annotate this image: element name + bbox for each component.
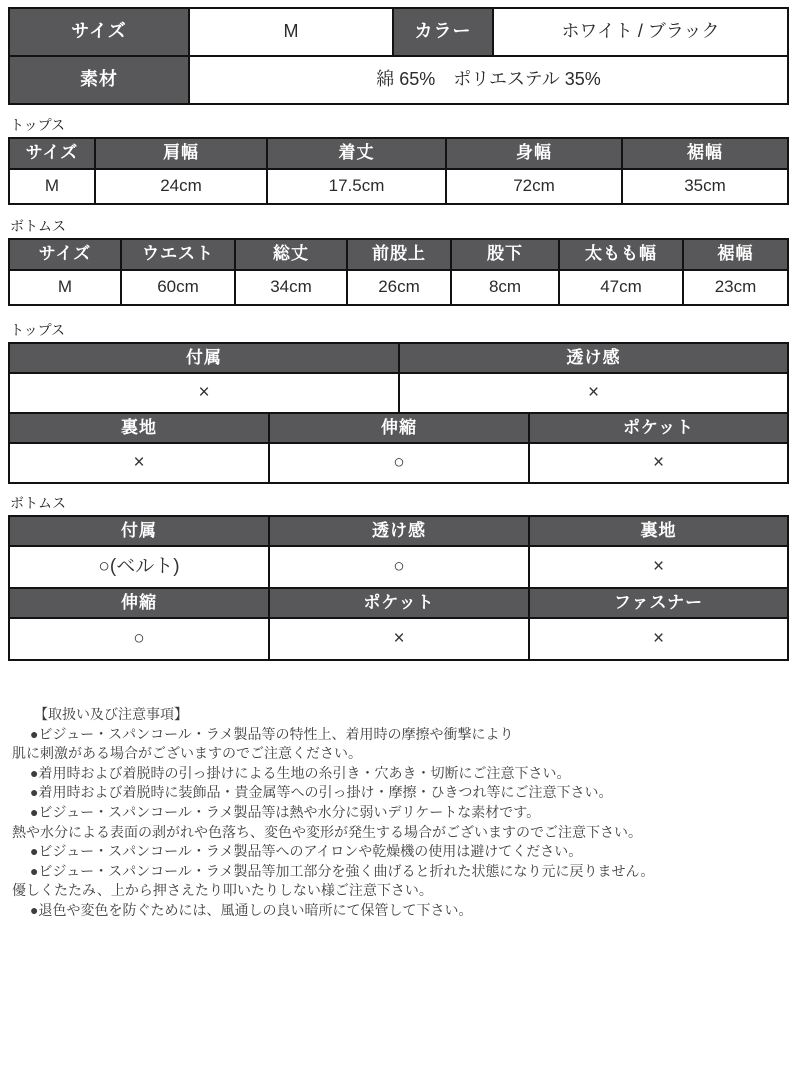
care-notes [12, 705, 792, 921]
table-row [9, 618, 788, 660]
table-row [9, 8, 788, 56]
note-line: ●ビジュー・スパンコール・ラメ製品等へのアイロンや乾燥機の使用は避けてください。 [30, 843, 583, 860]
table-header-row [9, 138, 788, 169]
note-line: ●ビジュー・スパンコール・ラメ製品等は熱や水分に弱いデリケートな素材です。 [30, 803, 541, 820]
header-cell: サイズ [9, 239, 121, 270]
section-label-tops-size: トップス [10, 117, 66, 133]
value-cell: 60cm [121, 270, 235, 305]
value-cell: ○ [9, 618, 269, 660]
header-cell: 透け感 [269, 516, 529, 546]
header-cell: 裏地 [529, 516, 788, 546]
tops-features-table [8, 342, 789, 484]
header-cell: 総丈 [235, 239, 347, 270]
header-cell: 前股上 [347, 239, 451, 270]
table-row [9, 373, 788, 413]
header-cell: 付属 [9, 343, 399, 373]
summary-table [8, 7, 789, 105]
value-cell: × [9, 443, 269, 483]
header-cell: 裏地 [9, 413, 269, 443]
table-header-row [9, 343, 788, 373]
note-line: 優しくたたみ、上から押さえたり叩いたりしない様ご注意下さい。 [12, 882, 433, 899]
section-label-tops-features: トップス [10, 322, 66, 338]
value-cell: 8cm [451, 270, 559, 305]
value-cell: 24cm [95, 169, 267, 204]
header-cell: 裾幅 [622, 138, 788, 169]
value-cell: 34cm [235, 270, 347, 305]
color-label-cell: カラー [393, 8, 493, 56]
value-cell: 26cm [347, 270, 451, 305]
header-cell: ウエスト [121, 239, 235, 270]
header-cell: 身幅 [446, 138, 622, 169]
header-cell: ファスナー [529, 588, 788, 618]
section-label-bottoms-size: ボトムス [10, 218, 66, 234]
value-cell: × [529, 546, 788, 588]
value-cell: 23cm [683, 270, 788, 305]
header-cell: 股下 [451, 239, 559, 270]
value-cell: 35cm [622, 169, 788, 204]
note-line: ●ビジュー・スパンコール・ラメ製品等の特性上、着用時の摩擦や衝撃により [30, 725, 514, 742]
table-row [9, 443, 788, 483]
note-line: ●退色や変色を防ぐためには、風通しの良い暗所にて保管して下さい。 [30, 901, 473, 918]
value-cell: × [9, 373, 399, 413]
header-cell: 裾幅 [683, 239, 788, 270]
header-cell: 着丈 [267, 138, 446, 169]
bottoms-size-table [8, 238, 789, 306]
bottoms-features-table [8, 515, 789, 661]
value-cell: × [269, 618, 529, 660]
product-spec-page [0, 7, 800, 921]
note-line: ●着用時および着脱時の引っ掛けによる生地の糸引き・穴あき・切断にご注意下さい。 [30, 764, 571, 781]
value-cell: 72cm [446, 169, 622, 204]
note-line: ●着用時および着脱時に装飾品・貴金属等への引っ掛け・摩擦・ひきつれ等にご注意下さい。 [30, 784, 613, 801]
material-label-cell: 素材 [9, 56, 189, 104]
table-header-row [9, 588, 788, 618]
table-row [9, 546, 788, 588]
header-cell: 伸縮 [9, 588, 269, 618]
value-cell: M [9, 169, 95, 204]
header-cell: 伸縮 [269, 413, 529, 443]
value-cell: × [399, 373, 788, 413]
color-value-cell: ホワイト / ブラック [493, 8, 788, 56]
value-cell: ○ [269, 443, 529, 483]
material-value-cell: 綿 65% ポリエステル 35% [189, 56, 788, 104]
header-cell: ポケット [529, 413, 788, 443]
value-cell: × [529, 443, 788, 483]
header-cell: 付属 [9, 516, 269, 546]
note-line: ●ビジュー・スパンコール・ラメ製品等加工部分を強く曲げると折れた状態になり元に戻りません。 [30, 862, 655, 879]
table-header-row [9, 413, 788, 443]
value-cell: ○ [269, 546, 529, 588]
table-header-row [9, 516, 788, 546]
value-cell: M [9, 270, 121, 305]
value-cell: × [529, 618, 788, 660]
note-line: 肌に刺激がある場合がございますのでご注意ください。 [12, 745, 362, 762]
table-row [9, 270, 788, 305]
header-cell: 太もも幅 [559, 239, 683, 270]
value-cell: ○(ベルト) [9, 546, 269, 588]
table-header-row [9, 239, 788, 270]
value-cell: 47cm [559, 270, 683, 305]
header-cell: サイズ [9, 138, 95, 169]
table-row [9, 56, 788, 104]
size-label-cell: サイズ [9, 8, 189, 56]
size-value-cell: M [189, 8, 393, 56]
care-notes-title: 【取扱い及び注意事項】 [34, 706, 188, 722]
header-cell: 肩幅 [95, 138, 267, 169]
section-label-bottoms-features: ボトムス [10, 495, 66, 511]
tops-size-table [8, 137, 789, 205]
header-cell: ポケット [269, 588, 529, 618]
table-row [9, 169, 788, 204]
header-cell: 透け感 [399, 343, 788, 373]
note-line: 熱や水分による表面の剥がれや色落ち、変色や変形が発生する場合がございますのでご注意下さい。 [12, 823, 642, 840]
value-cell: 17.5cm [267, 169, 446, 204]
